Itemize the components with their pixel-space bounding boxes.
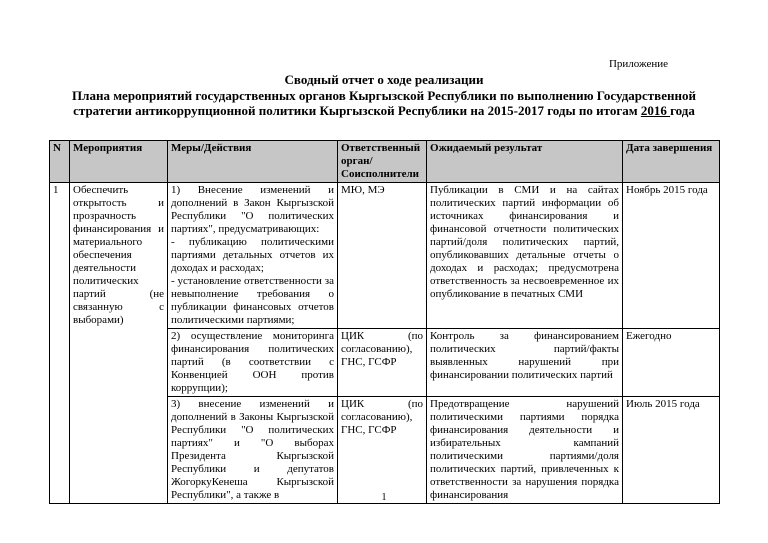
cell-measure-3: 3) внесение изменений и дополнений в Законы Кыргызской Республики "О политических партиях" и "О выборах Президента Кыргызской Республики и депутатов ЖогоркуКенеша Кыргызской Республики", а также в [168,397,338,504]
report-title-year: 2016 [640,103,671,118]
report-title-line3 [0,102,768,119]
cell-result-2: Контроль за финансированием политических партий/факты выявленных нарушений при финансировании политических партий [427,329,623,397]
cell-deadline-3: Июль 2015 года [623,397,720,504]
header-responsible: Ответственный орган/Соисполнители [338,141,427,183]
header-deadline: Дата завершения [623,141,720,183]
header-result: Ожидаемый результат [427,141,623,183]
cell-n: 1 [50,183,70,504]
cell-result-1: Публикации в СМИ и на сайтах политических партий информации об источниках финансирования и финансовой отчетности политических партий/доля политических партий, опубликовавших детальные отчеты о доходах и расходах; предусмотрена ответственность за несвоевременное их опубликование в печатных СМИ [427,183,623,329]
header-n: N [50,141,70,183]
cell-deadline-1: Ноябрь 2015 года [623,183,720,329]
report-title-line2: Плана мероприятий государственных органов Кыргызской Республики по выполнению Государственной [72,88,696,103]
report-title-line3-prefix: стратегии антикоррупционной политики Кыргызской Республики на 2015-2017 годы по итогам [73,103,641,118]
cell-responsible-1: МЮ, МЭ [338,183,427,329]
cell-measure-1: 1) Внесение изменений и дополнений в Закон Кыргызской Республики "О политических партиях", предусматривающих: - публикацию политическими партиями детальных отчетов их доходах и расходах; - установление ответственности за невыполнение требования о публикации финансовых отчетов политическими партиями; [168,183,338,329]
cell-responsible-2: ЦИК (по согласованию), ГНС, ГСФР [338,329,427,397]
table-header-row [50,141,720,183]
appendix-label: Приложение [608,58,668,70]
header-measures: Меры/Действия [168,141,338,183]
cell-responsible-3: ЦИК (по согласованию), ГНС, ГСФР [338,397,427,504]
action-plan-table [49,140,720,504]
cell-deadline-2: Ежегодно [623,329,720,397]
report-title-line3-suffix: года [670,103,695,118]
table-row [50,183,720,329]
cell-measure-2: 2) осуществление мониторинга финансирования политических партий (в соответствии с Конвенцией ООН против коррупции); [168,329,338,397]
header-event: Мероприятия [70,141,168,183]
cell-result-3: Предотвращение нарушений политическими партиями порядка финансирования деятельности и избирательных кампаний политическими партиями/доля политических партий, привлеченных к ответственности за нарушения порядка финансирования [427,397,623,504]
cell-event: Обеспечить открытость и прозрачность финансирования и материального обеспечения деятельности политических партий (не связанную с выборами) [70,183,168,504]
page-number: 1 [381,492,387,503]
report-title-line1: Сводный отчет о ходе реализации [284,72,484,87]
